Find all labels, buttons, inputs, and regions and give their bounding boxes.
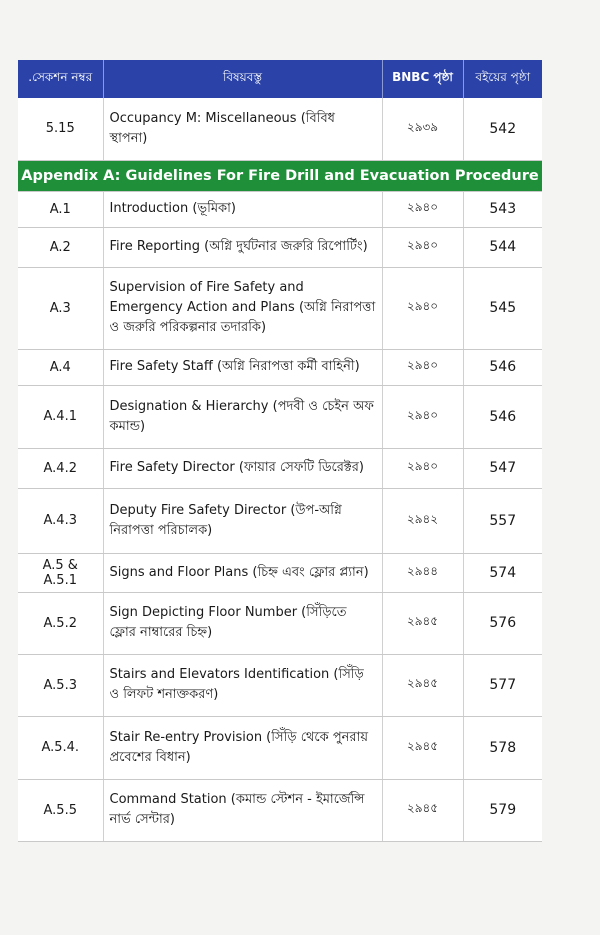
book-page-number: 557 [463, 488, 542, 553]
book-page-number: 542 [463, 98, 542, 160]
section-number: A.5.2 [18, 592, 103, 654]
appendix-heading: Appendix A: Guidelines For Fire Drill and Evacuation Procedure [18, 160, 542, 191]
subject-text: Designation & Hierarchy (পদবী ও চেইন অফ কমান্ড) [103, 385, 382, 448]
subject-text: Stair Re-entry Provision (সিঁড়ি থেকে পুনরায় প্রবেশের বিধান) [103, 716, 382, 779]
section-number: A.1 [18, 191, 103, 227]
header-book-page: বইয়ের পৃষ্ঠা [463, 60, 542, 98]
subject-text: Stairs and Elevators Identification (সিঁড়ি ও লিফট শনাক্তকরণ) [103, 654, 382, 716]
header-subject: বিষয়বস্তু [103, 60, 382, 98]
table-row [18, 654, 542, 716]
table-row [18, 488, 542, 553]
section-number: 5.15 [18, 98, 103, 160]
appendix-heading-row [18, 160, 542, 191]
subject-text: Deputy Fire Safety Director (উপ-অগ্নি নিরাপত্তা পরিচালক) [103, 488, 382, 553]
header-bnbc-page: BNBC পৃষ্ঠা [382, 60, 463, 98]
subject-text: Fire Safety Director (ফায়ার সেফটি ডিরেক্টর) [103, 448, 382, 488]
table-row [18, 716, 542, 779]
book-page-number: 544 [463, 227, 542, 267]
contents-table [18, 60, 542, 842]
book-page-number: 579 [463, 779, 542, 841]
book-page-number: 547 [463, 448, 542, 488]
subject-text: Introduction (ভূমিকা) [103, 191, 382, 227]
table-row [18, 448, 542, 488]
book-page-number: 543 [463, 191, 542, 227]
subject-text: Fire Safety Staff (অগ্নি নিরাপত্তা কর্মী বাহিনী) [103, 349, 382, 385]
bnbc-page: ২৯৪০ [382, 385, 463, 448]
book-page-number: 574 [463, 553, 542, 592]
bnbc-page: ২৯৩৯ [382, 98, 463, 160]
bnbc-page: ২৯৪৫ [382, 592, 463, 654]
table-row [18, 592, 542, 654]
section-number: A.4 [18, 349, 103, 385]
section-number: A.4.2 [18, 448, 103, 488]
bnbc-page: ২৯৪৫ [382, 654, 463, 716]
bnbc-page: ২৯৪০ [382, 191, 463, 227]
book-page-number: 546 [463, 385, 542, 448]
subject-text: Signs and Floor Plans (চিহ্ন এবং ফ্লোর প্ল্যান) [103, 553, 382, 592]
section-number: A.2 [18, 227, 103, 267]
section-number: A.4.3 [18, 488, 103, 553]
subject-text: Fire Reporting (অগ্নি দুর্ঘটনার জরুরি রিপোর্টিং) [103, 227, 382, 267]
bnbc-page: ২৯৪০ [382, 448, 463, 488]
table-row [18, 267, 542, 349]
subject-text: Command Station (কমান্ড স্টেশন - ইমার্জেন্সি নার্ভ সেন্টার) [103, 779, 382, 841]
bnbc-page: ২৯৪৪ [382, 553, 463, 592]
book-page-number: 576 [463, 592, 542, 654]
table-row [18, 385, 542, 448]
book-page-number: 546 [463, 349, 542, 385]
subject-text: Supervision of Fire Safety and Emergency Action and Plans (অগ্নি নিরাপত্তা ও জরুরি পরিকল্পনার তদারকি) [103, 267, 382, 349]
table-header [18, 60, 542, 98]
bnbc-page: ২৯৪০ [382, 349, 463, 385]
table-row [18, 98, 542, 160]
header-section-number: .সেকশন নম্বর [18, 60, 103, 98]
section-number: A.5.3 [18, 654, 103, 716]
table-row [18, 227, 542, 267]
section-number: A.4.1 [18, 385, 103, 448]
section-number: A.5 & A.5.1 [18, 553, 103, 592]
section-number: A.5.4. [18, 716, 103, 779]
book-page-number: 545 [463, 267, 542, 349]
book-page-number: 578 [463, 716, 542, 779]
section-number: A.3 [18, 267, 103, 349]
table-row [18, 191, 542, 227]
table-row [18, 349, 542, 385]
table-row [18, 779, 542, 841]
bnbc-page: ২৯৪০ [382, 227, 463, 267]
bnbc-page: ২৯৪০ [382, 267, 463, 349]
bnbc-page: ২৯৪৫ [382, 779, 463, 841]
book-page-number: 577 [463, 654, 542, 716]
bnbc-page: ২৯৪২ [382, 488, 463, 553]
subject-text: Occupancy M: Miscellaneous (বিবিধ স্থাপনা) [103, 98, 382, 160]
subject-text: Sign Depicting Floor Number (সিঁড়িতে ফ্লোর নাম্বারের চিহ্ন) [103, 592, 382, 654]
table-row [18, 553, 542, 592]
bnbc-page: ২৯৪৫ [382, 716, 463, 779]
section-number: A.5.5 [18, 779, 103, 841]
